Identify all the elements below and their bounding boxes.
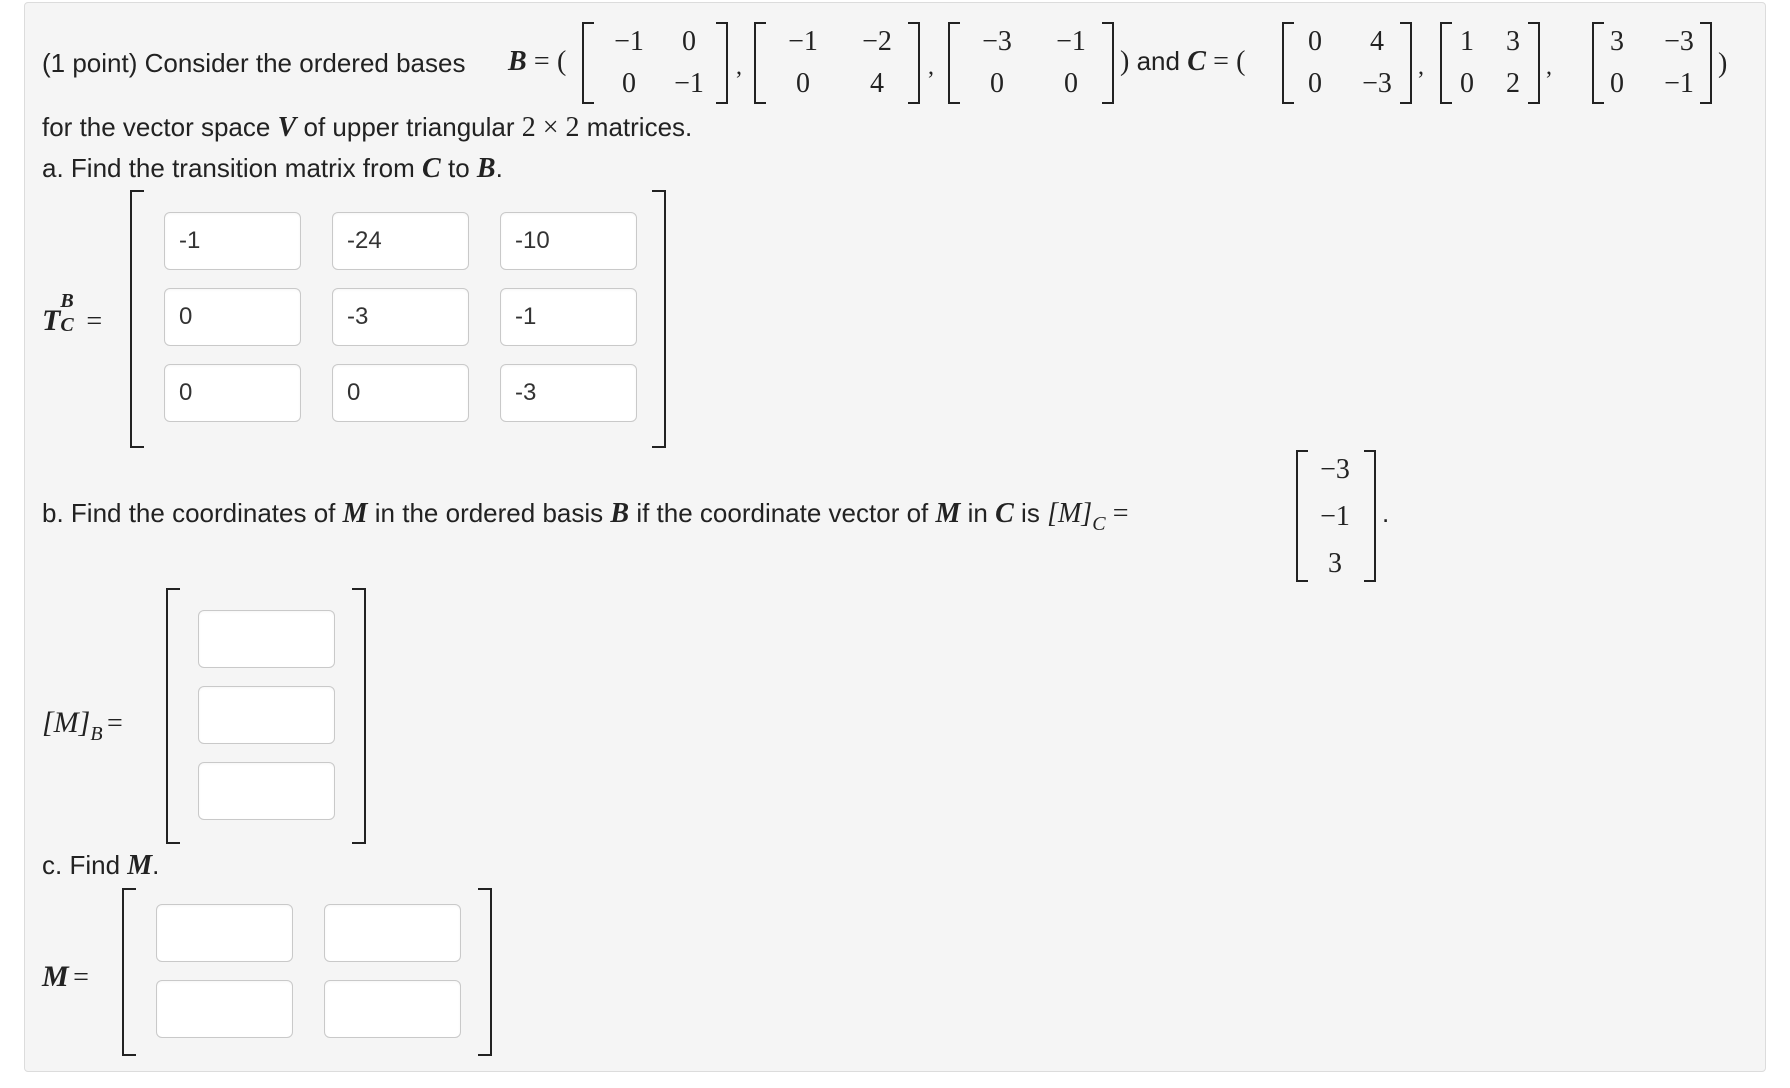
line2-prefix: for the vector space <box>42 112 271 142</box>
equals-sign: = <box>73 962 89 993</box>
basis-c-matrix-3 <box>1592 22 1712 104</box>
part-a-prefix: a. Find the transition matrix from <box>42 153 415 183</box>
part-b-middle: in the ordered basis <box>374 498 604 528</box>
matrix-entry: 0 <box>1064 68 1078 99</box>
equals-sign: = <box>1112 498 1129 529</box>
line2-suffix: matrices. <box>586 112 693 142</box>
matrix-entry: −3 <box>1362 68 1392 99</box>
mb-sub: B <box>90 723 103 745</box>
matrix-entry: −1 <box>614 26 644 57</box>
to-basis: B <box>476 153 496 184</box>
matrix-entry: −1 <box>788 26 818 57</box>
problem-intro <box>42 50 465 76</box>
matrix-entry: −1 <box>1664 68 1694 99</box>
matrix-entry: −3 <box>982 26 1012 57</box>
transition-matrix-cell[interactable] <box>500 212 637 270</box>
m-matrix-cell[interactable] <box>324 980 461 1038</box>
equals-sign: = <box>107 708 123 739</box>
equals-sign: = <box>86 306 103 337</box>
close-paren: ) <box>1120 46 1130 77</box>
basis-c-symbol: C <box>1187 46 1206 77</box>
coord-sub: C <box>1092 513 1106 535</box>
matrix-entry: 4 <box>870 68 884 99</box>
transition-matrix-label <box>42 290 103 338</box>
basis-c-matrix-1 <box>1282 22 1412 104</box>
matrix-entry: 0 <box>622 68 636 99</box>
part-b-middle3: in <box>967 498 988 528</box>
basis-c-label <box>1120 48 1245 76</box>
space-symbol: V <box>277 112 297 143</box>
matrix-entry: 0 <box>796 68 810 99</box>
answer-b-label <box>42 706 123 745</box>
sup-b: B <box>60 290 74 312</box>
is-text: is <box>1021 498 1040 528</box>
equals-sign: = <box>1213 46 1229 77</box>
m-matrix-cell[interactable] <box>324 904 461 962</box>
matrix-entry: −1 <box>1056 26 1086 57</box>
left-bracket <box>166 588 180 844</box>
basis-b-matrix-1 <box>582 22 728 104</box>
right-bracket <box>352 588 366 844</box>
vector-entry: 3 <box>1328 548 1342 579</box>
m-matrix-cell[interactable] <box>156 980 293 1038</box>
part-b-middle2: if the coordinate vector of <box>636 498 929 528</box>
dimension: 2 × 2 <box>521 112 580 143</box>
matrix-entry: −3 <box>1664 26 1694 57</box>
transition-matrix-cell[interactable] <box>500 364 637 422</box>
matrix-entry: 1 <box>1460 26 1474 57</box>
m-symbol: M <box>42 960 69 993</box>
m-label <box>42 960 89 994</box>
mb-label: [M] <box>42 706 91 739</box>
coordinate-vector-c <box>1296 450 1376 582</box>
comma: , <box>928 54 934 80</box>
vector-entry: −1 <box>1320 501 1350 532</box>
matrix-entry: 0 <box>682 26 696 57</box>
vector-entry: −3 <box>1320 454 1350 485</box>
basis-b-matrix-3 <box>948 22 1114 104</box>
from-basis: C <box>422 153 441 184</box>
points-text: (1 point) Consider the ordered bases <box>42 48 466 78</box>
transition-matrix-cell[interactable] <box>164 288 301 346</box>
transition-matrix-cell[interactable] <box>332 212 469 270</box>
matrix-entry: 2 <box>1506 68 1520 99</box>
right-bracket <box>478 888 492 1056</box>
matrix-entry: 0 <box>1610 68 1624 99</box>
basis-c-matrix-2 <box>1440 22 1540 104</box>
m-symbol: M <box>127 850 153 881</box>
matrix-entry: −2 <box>862 26 892 57</box>
part-b-prefix: b. Find the coordinates of <box>42 498 336 528</box>
open-paren: ( <box>1236 46 1246 77</box>
transition-matrix-cell[interactable] <box>164 212 301 270</box>
coord-label: [M] <box>1047 498 1093 529</box>
matrix-entry: 0 <box>1308 26 1322 57</box>
mb-input[interactable] <box>198 686 335 744</box>
transition-matrix-cell[interactable] <box>500 288 637 346</box>
right-bracket <box>652 190 666 448</box>
problem-line-2 <box>42 114 692 142</box>
matrix-entry: 4 <box>1370 26 1384 57</box>
transition-matrix-cell[interactable] <box>332 364 469 422</box>
matrix-entry: 3 <box>1610 26 1624 57</box>
period: . <box>1382 498 1390 528</box>
m-symbol: M <box>935 498 961 529</box>
matrix-entry: 3 <box>1506 26 1520 57</box>
close-paren: ) <box>1718 48 1728 79</box>
m-symbol: M <box>342 498 368 529</box>
basis-b-label <box>508 48 566 76</box>
part-c-text: c. Find <box>42 850 121 880</box>
left-bracket <box>122 888 136 1056</box>
mb-input[interactable] <box>198 610 335 668</box>
c-symbol: C <box>995 498 1014 529</box>
comma: , <box>1546 54 1552 80</box>
part-a-prompt: a. Find the transition matrix from C to B. <box>42 153 503 184</box>
comma: , <box>1418 54 1424 80</box>
part-b-prompt <box>42 498 1129 535</box>
transition-matrix-cell[interactable] <box>332 288 469 346</box>
transition-matrix-cell[interactable] <box>164 364 301 422</box>
period: . <box>152 850 160 880</box>
m-matrix-cell[interactable] <box>156 904 293 962</box>
and-text: and <box>1136 46 1180 76</box>
open-paren: ( <box>556 46 567 77</box>
part-c-prompt <box>42 852 159 880</box>
basis-b-symbol: B <box>508 46 527 77</box>
b-symbol: B <box>610 498 630 529</box>
t-symbol: T <box>42 304 61 337</box>
matrix-entry: 0 <box>1460 68 1474 99</box>
mb-input[interactable] <box>198 762 335 820</box>
to-word: to <box>447 153 470 183</box>
basis-b-matrix-2 <box>754 22 920 104</box>
matrix-entry: −1 <box>674 68 704 99</box>
line2-middle: of upper triangular <box>303 112 515 142</box>
equals-sign: = <box>533 46 550 77</box>
sub-c: C <box>60 314 74 336</box>
matrix-entry: 0 <box>1308 68 1322 99</box>
matrix-entry: 0 <box>990 68 1004 99</box>
comma: , <box>736 54 742 80</box>
left-bracket <box>130 190 144 448</box>
